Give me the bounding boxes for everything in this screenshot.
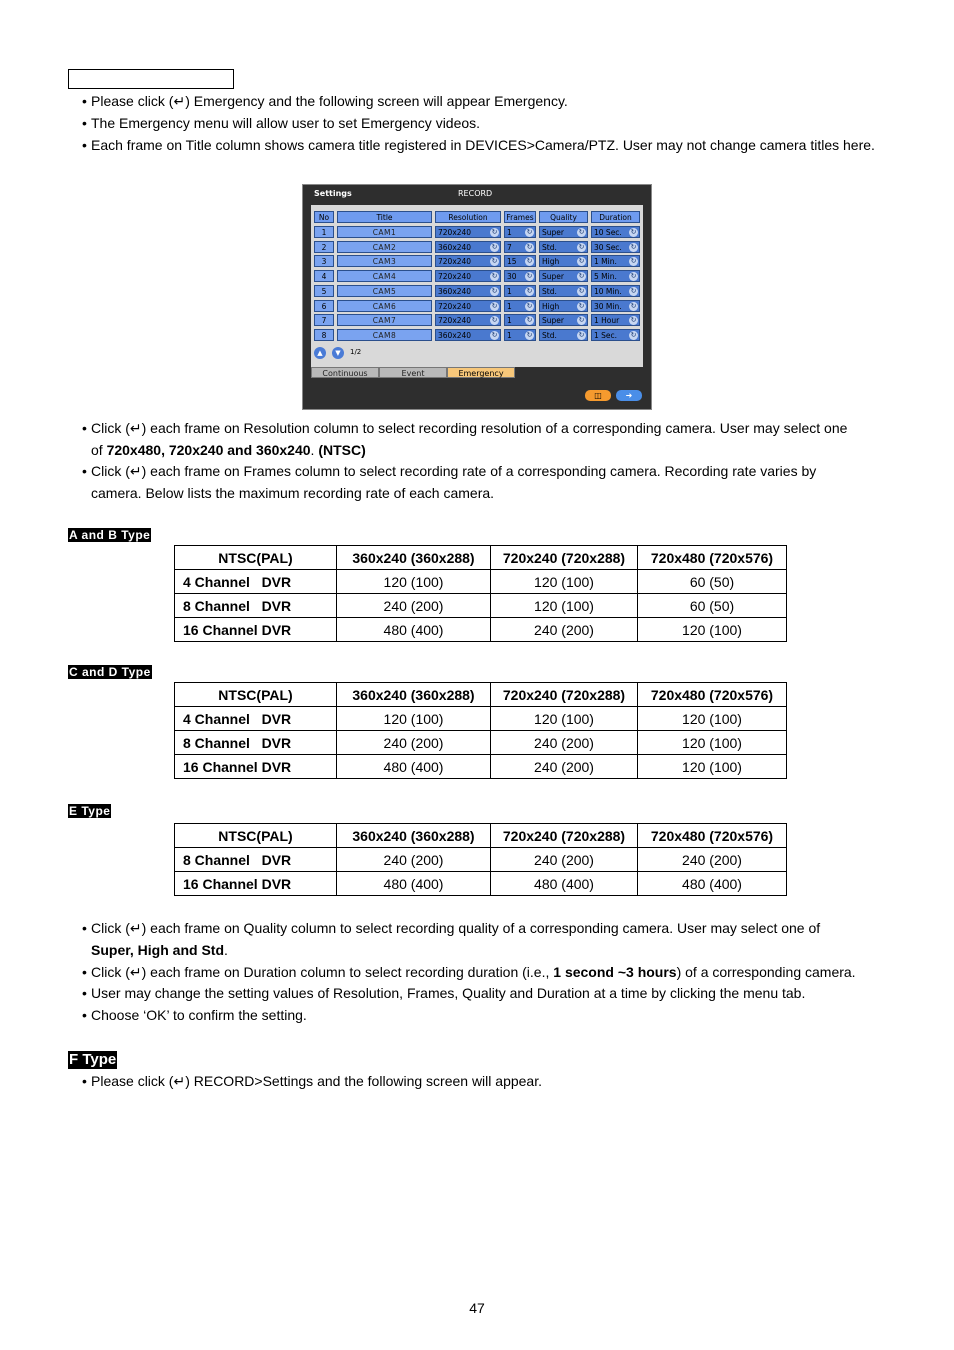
cycle-value-icon[interactable]: ↻	[491, 272, 498, 281]
table-cell: 240 (200)	[491, 618, 638, 642]
cycle-value-icon[interactable]: ↻	[578, 286, 585, 295]
cycle-value-icon[interactable]: ↻	[491, 301, 498, 310]
cell-no	[314, 300, 334, 312]
column-header: 720x240 (720x288)	[491, 824, 638, 848]
cell-frames-text: 1	[507, 228, 512, 237]
cell-quality[interactable]	[539, 285, 588, 297]
type-label-a-b: A and B Type	[69, 528, 151, 542]
ok-button[interactable]: ◫	[585, 390, 611, 401]
cycle-value-icon[interactable]: ↻	[630, 228, 637, 236]
table-cell: 120 (100)	[491, 594, 638, 618]
table-cell: 480 (400)	[337, 618, 491, 642]
cell-quality-text: High	[542, 301, 560, 311]
cell-duration[interactable]	[591, 314, 640, 326]
table-cell: 480 (400)	[337, 755, 491, 779]
tab-emergency[interactable]: Emergency	[447, 367, 515, 378]
cycle-value-icon[interactable]: ↻	[630, 286, 637, 295]
cycle-value-icon[interactable]: ↻	[578, 330, 585, 339]
table-row	[175, 731, 787, 755]
cycle-value-icon[interactable]: ↻	[526, 301, 533, 310]
type-label-c-d: C and D Type	[69, 665, 151, 679]
cell-frames-text: 1	[507, 301, 512, 311]
column-header: 720x240 (720x288)	[491, 683, 638, 707]
column-header: NTSC(PAL)	[175, 824, 337, 848]
cell-duration-text: 1 Min.	[594, 257, 617, 267]
cell-res[interactable]	[435, 314, 501, 326]
table-header-row	[175, 824, 787, 848]
column-header: 360x240 (360x288)	[337, 683, 491, 707]
cell-res[interactable]	[435, 300, 501, 312]
cell-frames[interactable]	[504, 329, 536, 341]
cell-quality-text: Std.	[542, 242, 557, 252]
column-header: 360x240 (360x288)	[337, 824, 491, 848]
cell-title	[337, 226, 432, 238]
cell-duration-text: 30 Min.	[594, 301, 622, 311]
cell-no	[314, 329, 334, 341]
cell-res-text: 360x240	[438, 286, 472, 296]
cell-quality-text: Super	[542, 272, 564, 282]
cell-res-text: 720x240	[438, 316, 472, 326]
cell-duration[interactable]	[591, 285, 640, 297]
table-row	[175, 755, 787, 779]
cycle-value-icon[interactable]: ↻	[630, 257, 637, 266]
cell-no	[314, 255, 334, 267]
cell-no-text: 3	[321, 257, 327, 267]
cell-title	[337, 285, 432, 297]
quality-bullet: • Click (↵) each frame on Quality column to select recording quality of a corresponding camera. User may select one of Super, High and Std.	[82, 920, 821, 958]
row-label: 4 Channel DVR	[175, 707, 337, 731]
cell-quality-text: Std.	[542, 330, 557, 340]
cell-frames-text: 1	[507, 316, 512, 326]
page-indicator: 1/2	[350, 348, 362, 356]
table-row	[175, 872, 787, 896]
cycle-value-icon[interactable]: ↻	[578, 228, 585, 236]
cell-no	[314, 226, 334, 238]
resolution-bullet: • Click (↵) each frame on Resolution column to select recording resolution of a corresponding camera. User may select one of 720x480, 720x240 and 360x240. (NTSC)	[82, 420, 848, 458]
cell-title	[337, 255, 432, 267]
cell-frames[interactable]	[504, 285, 536, 297]
cycle-value-icon[interactable]: ↻	[578, 301, 585, 310]
cell-quality-text: Super	[542, 228, 564, 237]
tab-continuous[interactable]: Continuous	[311, 367, 379, 378]
cell-duration-text: 10 Min.	[594, 286, 622, 296]
cycle-value-icon[interactable]: ↻	[526, 286, 533, 295]
cell-title	[337, 329, 432, 341]
cell-duration[interactable]	[591, 329, 640, 341]
cycle-value-icon[interactable]: ↻	[578, 242, 585, 251]
table-cell: 240 (200)	[337, 731, 491, 755]
cell-res[interactable]	[435, 226, 501, 238]
cell-duration[interactable]	[591, 226, 640, 238]
table-cell: 120 (100)	[337, 570, 491, 594]
intro-bullet: • The Emergency menu will allow user to set Emergency videos.	[82, 115, 481, 131]
column-header-title[interactable]: Title	[337, 211, 432, 223]
menu-tab-bullet: • User may change the setting values of Resolution, Frames, Quality and Duration at a time by clicking the menu tab.	[82, 985, 806, 1001]
cell-duration[interactable]	[591, 300, 640, 312]
cell-frames[interactable]	[504, 270, 536, 282]
cell-res[interactable]	[435, 329, 501, 341]
cell-frames[interactable]	[504, 241, 536, 253]
cell-frames[interactable]	[504, 255, 536, 267]
page-number: 47	[469, 1300, 485, 1316]
table-cell: 120 (100)	[491, 707, 638, 731]
cycle-value-icon[interactable]: ↻	[578, 257, 585, 266]
cell-frames-text: 15	[507, 257, 517, 267]
cycle-value-icon[interactable]: ↻	[578, 272, 585, 281]
cell-title-text: CAM1	[372, 228, 397, 237]
cell-quality-text: Super	[542, 316, 564, 326]
duration-bullet: • Click (↵) each frame on Duration column to select recording duration (i.e., 1 second ~3 hours) of a corresponding camera.	[82, 964, 856, 980]
exit-button[interactable]: ➜	[616, 390, 642, 401]
cell-duration-text: 1 Hour	[594, 316, 620, 326]
table-row	[175, 570, 787, 594]
recording-rate-table-c-d	[174, 682, 787, 779]
cell-title-text: CAM5	[372, 286, 397, 296]
cycle-value-icon[interactable]: ↻	[578, 316, 585, 325]
table-cell: 480 (400)	[337, 872, 491, 896]
cell-no-text: 8	[321, 330, 327, 340]
table-cell: 120 (100)	[337, 707, 491, 731]
cycle-value-icon[interactable]: ↻	[630, 330, 637, 339]
column-header-frames[interactable]: Frames	[504, 211, 536, 223]
row-label: 16 Channel DVR	[175, 618, 337, 642]
cell-title	[337, 270, 432, 282]
cycle-value-icon[interactable]: ↻	[491, 257, 498, 266]
cell-no-text: 5	[321, 286, 327, 296]
cycle-value-icon[interactable]: ↻	[630, 301, 637, 310]
column-header-quality[interactable]: Quality	[539, 211, 588, 223]
cell-duration-text: 1 Sec.	[594, 330, 618, 340]
cell-frames[interactable]	[504, 226, 536, 238]
cell-res[interactable]	[435, 285, 501, 297]
table-cell: 60 (50)	[638, 594, 787, 618]
cycle-value-icon[interactable]: ↻	[526, 316, 533, 325]
cell-frames-text: 30	[507, 272, 517, 282]
type-label-f: F Type	[69, 1051, 117, 1068]
cell-frames[interactable]	[504, 300, 536, 312]
cell-res-text: 720x240	[438, 272, 472, 282]
cell-title	[337, 241, 432, 253]
section-heading-box	[68, 69, 234, 89]
cycle-value-icon[interactable]: ↻	[526, 272, 533, 281]
cell-no	[314, 241, 334, 253]
table-row	[175, 618, 787, 642]
f-type-bullet: • Please click (↵) RECORD>Settings and the following screen will appear.	[82, 1073, 542, 1089]
column-header: NTSC(PAL)	[175, 546, 337, 570]
cell-duration[interactable]	[591, 241, 640, 253]
cell-title	[337, 314, 432, 326]
table-row	[175, 848, 787, 872]
table-row	[175, 594, 787, 618]
cell-frames-text: 1	[507, 286, 512, 296]
cell-no	[314, 285, 334, 297]
cycle-value-icon[interactable]: ↻	[526, 242, 533, 251]
cell-title-text: CAM2	[372, 242, 397, 252]
cell-res[interactable]	[435, 241, 501, 253]
cycle-value-icon[interactable]: ↻	[526, 330, 533, 339]
cell-res-text: 720x240	[438, 257, 472, 267]
table-cell: 240 (200)	[491, 848, 638, 872]
page-down-icon[interactable]: ▼	[332, 347, 344, 359]
row-label: 16 Channel DVR	[175, 872, 337, 896]
type-label-e: E Type	[69, 804, 111, 818]
cell-duration[interactable]	[591, 255, 640, 267]
column-header-no[interactable]: No	[314, 211, 334, 223]
cycle-value-icon[interactable]: ↻	[526, 257, 533, 266]
cycle-value-icon[interactable]: ↻	[491, 242, 498, 251]
table-header-row	[175, 546, 787, 570]
column-header-res[interactable]: Resolution	[435, 211, 501, 223]
cell-quality[interactable]	[539, 241, 588, 253]
table-cell: 240 (200)	[337, 594, 491, 618]
frames-bullet: • Click (↵) each frame on Frames column to select recording rate of a corresponding camera. Recording rate varies by camera. Below lists the maximum recording rate of each camera.	[82, 463, 817, 501]
cell-title	[337, 300, 432, 312]
row-label: 8 Channel DVR	[175, 731, 337, 755]
cell-duration-text: 10 Sec.	[594, 228, 622, 237]
cycle-value-icon[interactable]: ↻	[630, 316, 637, 325]
cycle-value-icon[interactable]: ↻	[491, 330, 498, 339]
cell-frames[interactable]	[504, 314, 536, 326]
row-label: 4 Channel DVR	[175, 570, 337, 594]
recording-rate-table-a-b	[174, 545, 787, 642]
cell-no-text: 2	[321, 242, 327, 252]
table-cell: 60 (50)	[638, 570, 787, 594]
column-header: 360x240 (360x288)	[337, 546, 491, 570]
dvr-menu-name: RECORD	[458, 189, 493, 198]
table-cell: 240 (200)	[491, 731, 638, 755]
cell-quality[interactable]	[539, 270, 588, 282]
cycle-value-icon[interactable]: ↻	[630, 242, 637, 251]
cell-res-text: 720x240	[438, 228, 472, 237]
cell-duration-text: 30 Sec.	[594, 242, 622, 252]
cycle-value-icon[interactable]: ↻	[526, 228, 533, 236]
row-label: 8 Channel DVR	[175, 848, 337, 872]
table-cell: 240 (200)	[491, 755, 638, 779]
table-cell: 240 (200)	[337, 848, 491, 872]
column-header: 720x480 (720x576)	[638, 683, 787, 707]
column-header: 720x240 (720x288)	[491, 546, 638, 570]
cell-no-text: 4	[321, 272, 327, 282]
cell-no	[314, 314, 334, 326]
tab-event[interactable]: Event	[379, 367, 447, 378]
table-header-row	[175, 683, 787, 707]
cell-res[interactable]	[435, 270, 501, 282]
cell-res[interactable]	[435, 255, 501, 267]
cell-quality[interactable]	[539, 255, 588, 267]
cell-title-text: CAM7	[372, 316, 397, 326]
cell-quality[interactable]	[539, 329, 588, 341]
dvr-settings-panel	[311, 205, 643, 367]
cycle-value-icon[interactable]: ↻	[491, 316, 498, 325]
row-label: 16 Channel DVR	[175, 755, 337, 779]
dvr-window-title: Settings	[314, 189, 352, 198]
intro-bullet: • Please click (↵) Emergency and the following screen will appear Emergency.	[82, 93, 568, 109]
cell-duration[interactable]	[591, 270, 640, 282]
column-header-duration[interactable]: Duration	[591, 211, 640, 223]
cell-no-text: 6	[321, 301, 327, 311]
row-label: 8 Channel DVR	[175, 594, 337, 618]
cell-quality-text: High	[542, 257, 560, 267]
cell-title-text: CAM3	[372, 257, 397, 267]
cell-no-text: 7	[321, 316, 327, 326]
cell-res-text: 720x240	[438, 301, 472, 311]
cycle-value-icon[interactable]: ↻	[491, 228, 498, 236]
cell-no-text: 1	[321, 228, 327, 237]
column-header: NTSC(PAL)	[175, 683, 337, 707]
column-header: 720x480 (720x576)	[638, 824, 787, 848]
confirm-bullet: • Choose ‘OK’ to confirm the setting.	[82, 1007, 307, 1023]
page-up-icon[interactable]: ▲	[314, 347, 326, 359]
column-header: 720x480 (720x576)	[638, 546, 787, 570]
intro-bullet: • Each frame on Title column shows camera title registered in DEVICES>Camera/PTZ. User may not change camera titles here.	[82, 137, 875, 153]
table-cell: 480 (400)	[638, 872, 787, 896]
cell-no	[314, 270, 334, 282]
cell-quality[interactable]	[539, 226, 588, 238]
cell-res-text: 360x240	[438, 330, 472, 340]
table-cell: 120 (100)	[638, 731, 787, 755]
table-cell: 240 (200)	[638, 848, 787, 872]
cell-frames-text: 7	[507, 242, 512, 252]
table-cell: 120 (100)	[491, 570, 638, 594]
cycle-value-icon[interactable]: ↻	[630, 272, 637, 281]
cell-quality[interactable]	[539, 314, 588, 326]
cell-title-text: CAM4	[372, 272, 397, 282]
table-cell: 120 (100)	[638, 707, 787, 731]
cell-duration-text: 5 Min.	[594, 272, 617, 282]
cell-title-text: CAM6	[372, 301, 397, 311]
dvr-record-settings-screen	[302, 184, 652, 410]
table-cell: 480 (400)	[491, 872, 638, 896]
cell-quality[interactable]	[539, 300, 588, 312]
cycle-value-icon[interactable]: ↻	[491, 286, 498, 295]
cell-res-text: 360x240	[438, 242, 472, 252]
table-row	[175, 707, 787, 731]
table-cell: 120 (100)	[638, 618, 787, 642]
recording-rate-table-e	[174, 823, 787, 896]
table-cell: 120 (100)	[638, 755, 787, 779]
cell-quality-text: Std.	[542, 286, 557, 296]
cell-title-text: CAM8	[372, 330, 397, 340]
cell-frames-text: 1	[507, 330, 512, 340]
